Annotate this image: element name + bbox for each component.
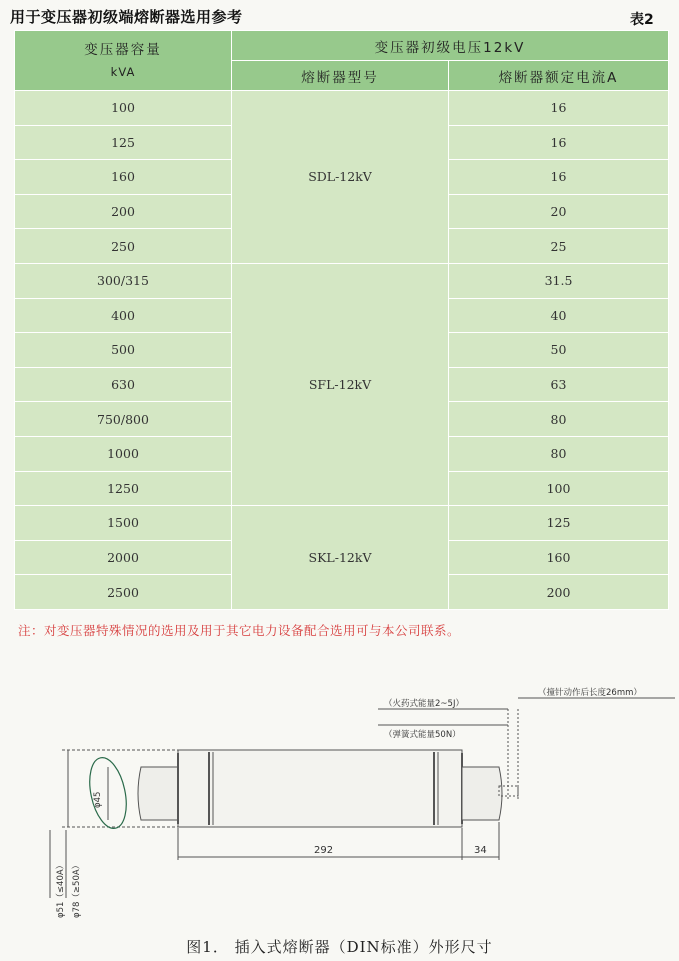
left-cap bbox=[138, 767, 178, 820]
diameter-45-label: φ45 bbox=[93, 791, 103, 808]
capacity-unit: kVA bbox=[110, 64, 136, 79]
capacity-cell: 2500 bbox=[15, 575, 232, 610]
footnote: 注：对变压器特殊情况的选用及用于其它电力设备配合选用可与本公司联系。 bbox=[18, 623, 461, 638]
fuse-outline-drawing bbox=[0, 680, 679, 930]
capacity-header-cell bbox=[15, 31, 232, 91]
capacity-cell: 300/315 bbox=[15, 263, 232, 298]
striker-length-label: （撞针动作后长度26mm） bbox=[538, 688, 642, 698]
current-header: 熔断器额定电流A bbox=[449, 61, 669, 91]
figure-caption: 图1． 插入式熔断器（DIN标准）外形尺寸 bbox=[186, 938, 493, 956]
table-row bbox=[15, 506, 669, 541]
rated-current-cell: 16 bbox=[449, 91, 669, 126]
table-row bbox=[15, 263, 669, 298]
capacity-cell: 1000 bbox=[15, 436, 232, 471]
rated-current-cell: 100 bbox=[449, 471, 669, 506]
capacity-cell: 750/800 bbox=[15, 402, 232, 437]
capacity-cell: 160 bbox=[15, 160, 232, 195]
rated-current-cell: 31.5 bbox=[449, 263, 669, 298]
rated-current-cell: 200 bbox=[449, 575, 669, 610]
length-34-label: 34 bbox=[474, 845, 487, 856]
table-number: 表2 bbox=[630, 12, 654, 28]
rated-current-cell: 25 bbox=[449, 229, 669, 264]
rated-current-cell: 63 bbox=[449, 367, 669, 402]
capacity-cell: 100 bbox=[15, 91, 232, 126]
capacity-cell: 500 bbox=[15, 333, 232, 368]
capacity-cell: 1500 bbox=[15, 506, 232, 541]
fuse-selection-table bbox=[14, 30, 669, 610]
fuse-model-cell: SFL-12kV bbox=[232, 263, 449, 505]
rated-current-cell: 16 bbox=[449, 125, 669, 160]
capacity-cell: 630 bbox=[15, 367, 232, 402]
capacity-cell: 400 bbox=[15, 298, 232, 333]
capacity-header: 变压器容量 bbox=[84, 41, 162, 58]
spring-energy-label: （弹簧式能量50N） bbox=[384, 730, 461, 740]
capacity-cell: 1250 bbox=[15, 471, 232, 506]
rated-current-cell: 80 bbox=[449, 436, 669, 471]
diameter-78-label: φ78（≥50A） bbox=[72, 860, 82, 918]
model-header: 熔断器型号 bbox=[232, 61, 449, 91]
voltage-header: 变压器初级电压12kV bbox=[232, 31, 669, 61]
page-title: 用于变压器初级端熔断器选用参考 bbox=[10, 8, 243, 26]
fuse-model-cell: SDL-12kV bbox=[232, 91, 449, 264]
diameter-51-label: φ51（≤40A） bbox=[56, 860, 66, 918]
rated-current-cell: 160 bbox=[449, 540, 669, 575]
capacity-cell: 2000 bbox=[15, 540, 232, 575]
capacity-cell: 200 bbox=[15, 194, 232, 229]
right-cap bbox=[462, 767, 502, 820]
rated-current-cell: 80 bbox=[449, 402, 669, 437]
rated-current-cell: 40 bbox=[449, 298, 669, 333]
powder-energy-label: （火药式能量2~5J） bbox=[384, 699, 464, 709]
table-row bbox=[15, 91, 669, 126]
rated-current-cell: 16 bbox=[449, 160, 669, 195]
fuse-model-cell: SKL-12kV bbox=[232, 506, 449, 610]
length-292-label: 292 bbox=[314, 845, 334, 856]
capacity-cell: 125 bbox=[15, 125, 232, 160]
rated-current-cell: 20 bbox=[449, 194, 669, 229]
rated-current-cell: 50 bbox=[449, 333, 669, 368]
table-body bbox=[15, 91, 669, 610]
rated-current-cell: 125 bbox=[449, 506, 669, 541]
capacity-cell: 250 bbox=[15, 229, 232, 264]
fuse-body bbox=[178, 750, 462, 827]
